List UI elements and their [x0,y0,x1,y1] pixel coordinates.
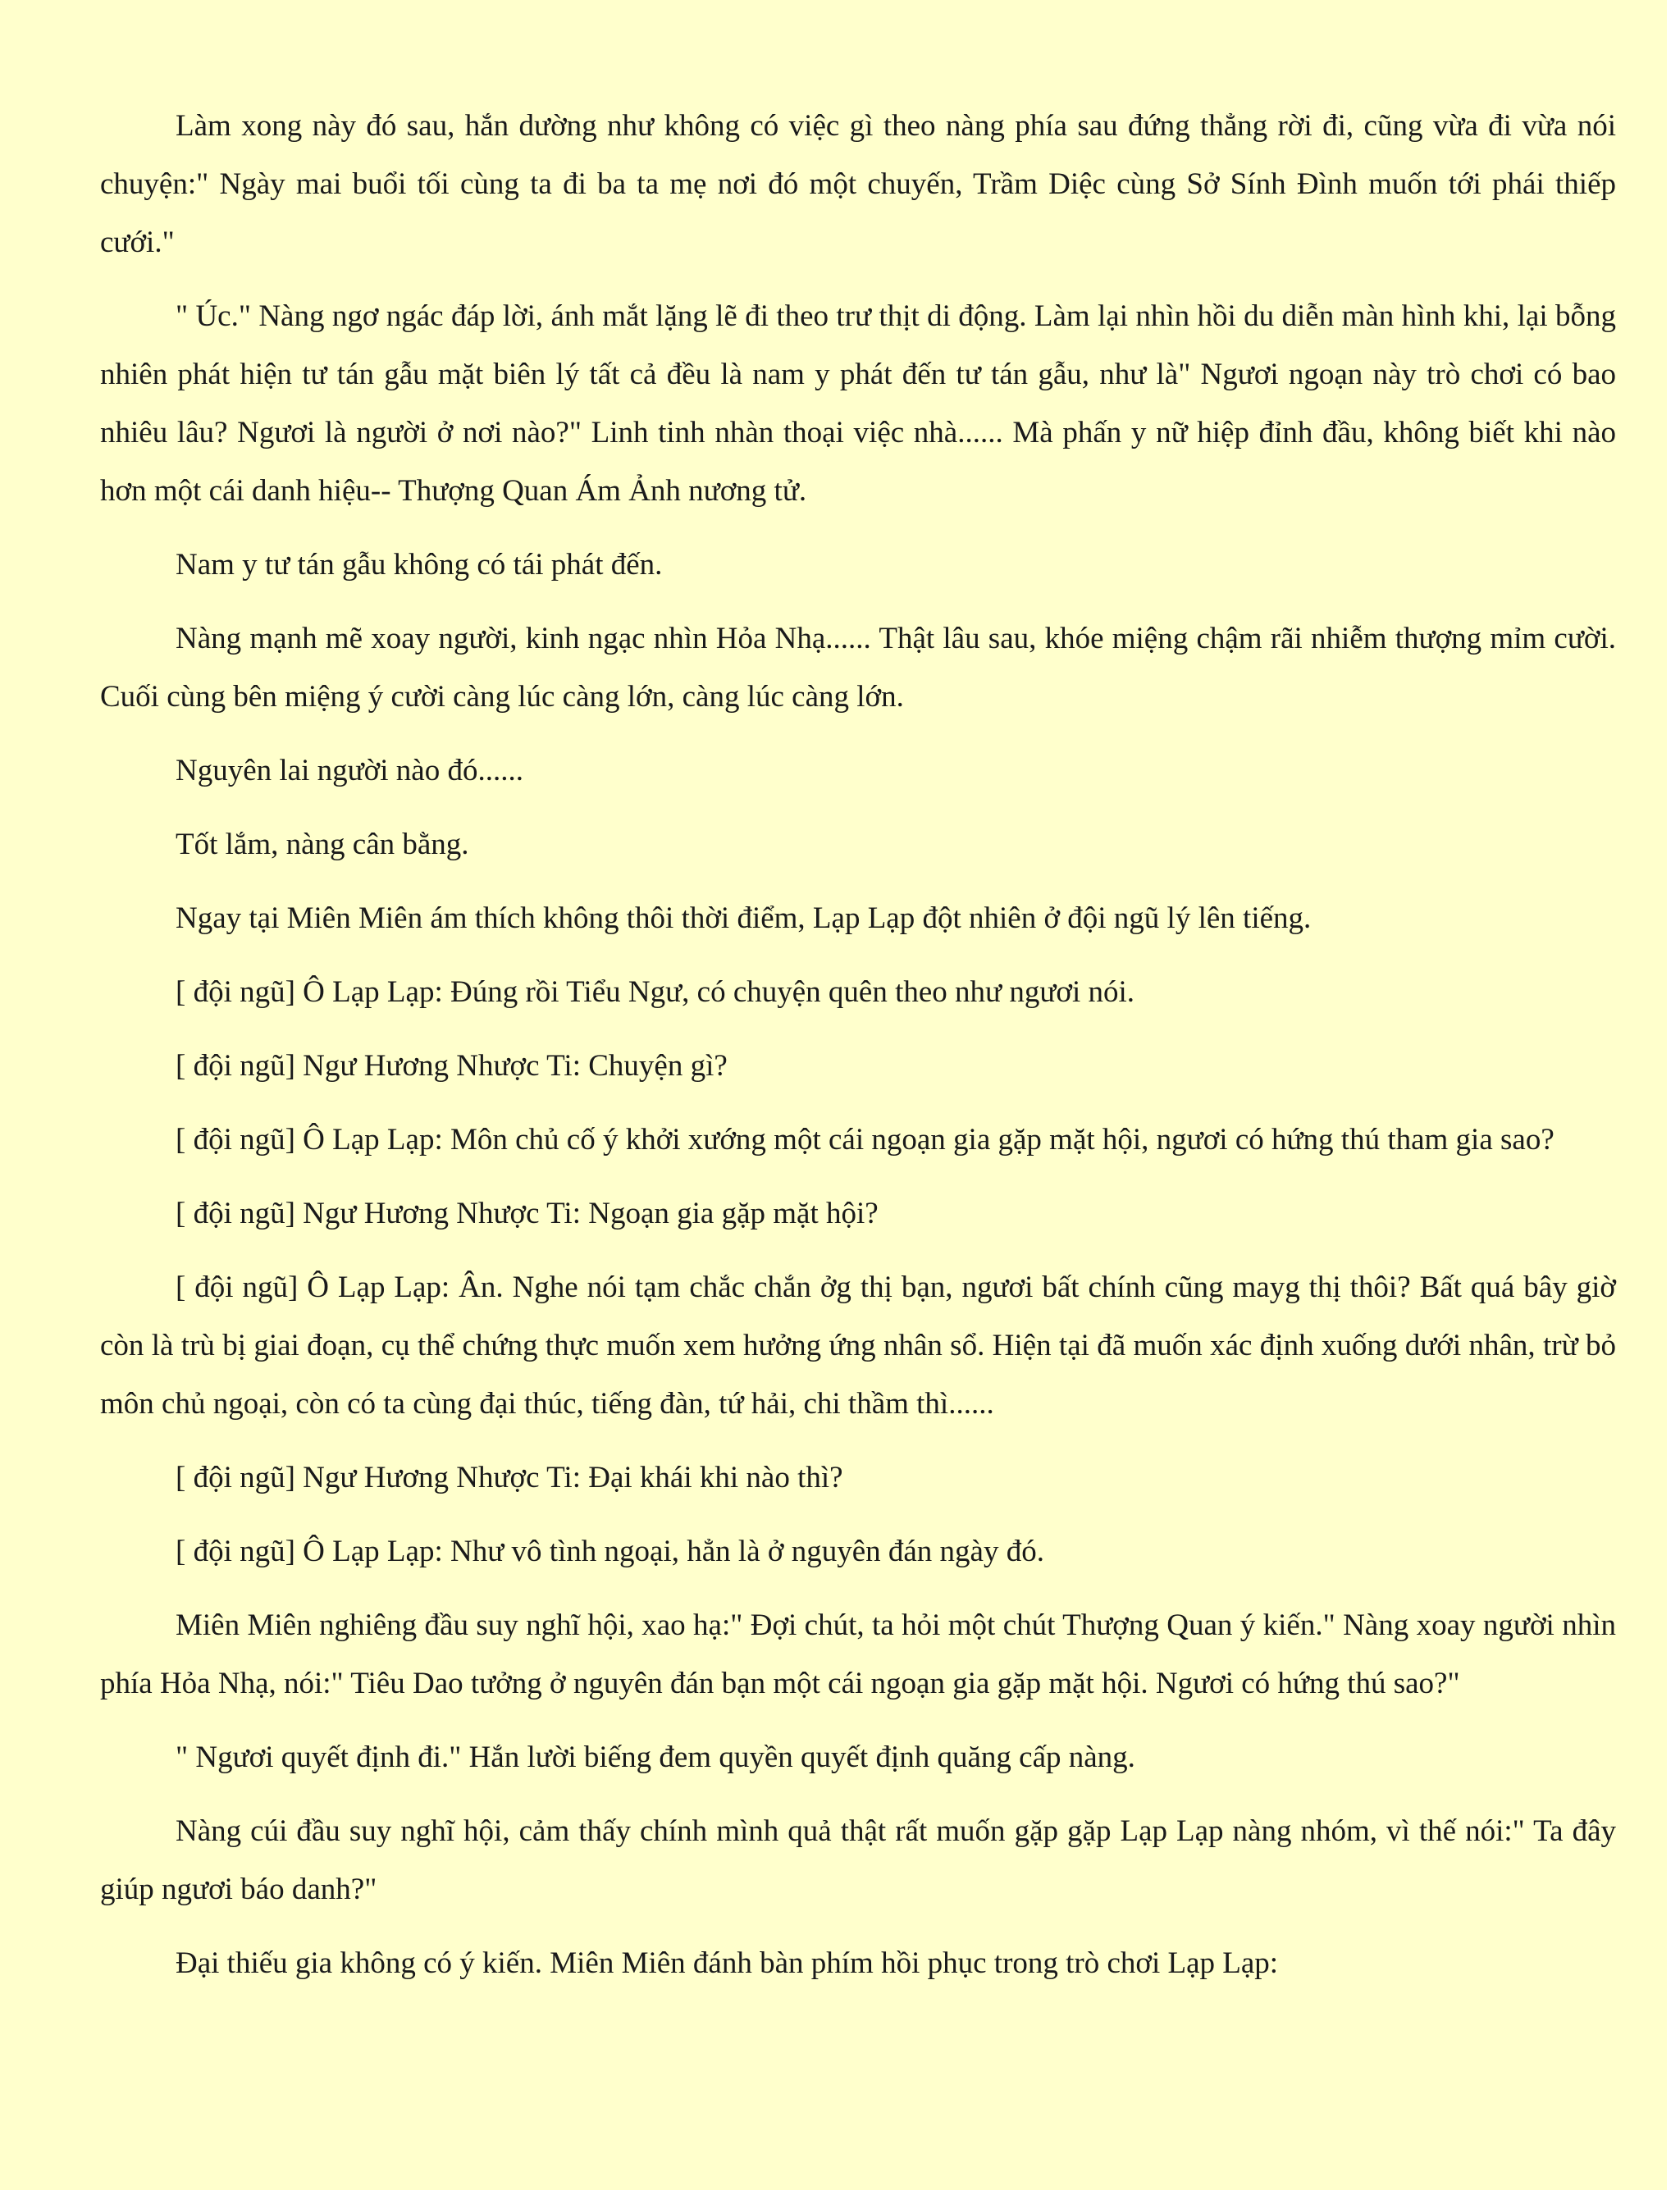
paragraph: [ đội ngũ] Ô Lạp Lạp: Đúng rồi Tiểu Ngư, có chuyện quên theo như ngươi nói. [176,975,1135,1009]
paragraph: [ đội ngũ] Ngư Hương Nhược Ti: Ngoạn gia gặp mặt hội? [176,1197,879,1230]
paragraph: Làm xong này đó sau, hắn dường như không có việc gì theo nàng phía sau đứng thẳng rời đi, cũng vừa đi vừa nói chuyện:" Ngày mai buổi tối cùng ta đi ba ta mẹ nơi đó một chuyến, Trầm Diệc cùng Sở Sính Đình muốn tới phái thiếp cưới." [100,109,1616,259]
paragraph: Nàng cúi đầu suy nghĩ hội, cảm thấy chính mình quả thật rất muốn gặp gặp Lạp Lạp nàng nhóm, vì thế nói:" Ta đây giúp ngươi báo danh?" [100,1814,1616,1906]
document-body [100,97,1616,2008]
paragraph: Đại thiếu gia không có ý kiến. Miên Miên đánh bàn phím hồi phục trong trò chơi Lạp Lạp: [176,1946,1279,1980]
paragraph: Ngay tại Miên Miên ám thích không thôi thời điểm, Lạp Lạp đột nhiên ở đội ngũ lý lên tiếng. [176,901,1312,935]
paragraph: Nàng mạnh mẽ xoay người, kinh ngạc nhìn Hỏa Nhạ...... Thật lâu sau, khóe miệng chậm rãi nhiễm thượng mỉm cười. Cuối cùng bên miệng ý cười càng lúc càng lớn, càng lúc càng lớn. [100,622,1616,714]
paragraph: [ đội ngũ] Ngư Hương Nhược Ti: Chuyện gì? [176,1049,728,1083]
paragraph: " Úc." Nàng ngơ ngác đáp lời, ánh mắt lặng lẽ đi theo trư thịt di động. Làm lại nhìn hồi du diễn màn hình khi, lại bỗng nhiên phát hiện tư tán gẫu mặt biên lý tất cả đều là nam y phát đến tư tán gẫu, như là" Ngươi ngoạn này trò chơi có bao nhiêu lâu? Ngươi là người ở nơi nào?" Linh tinh nhàn thoại việc nhà...... Mà phấn y nữ hiệp đỉnh đầu, không biết khi nào hơn một cái danh hiệu-- Thượng Quan Ám Ảnh nương tử. [100,299,1616,508]
paragraph: [ đội ngũ] Ô Lạp Lạp: Như vô tình ngoại, hẳn là ở nguyên đán ngày đó. [176,1535,1044,1568]
paragraph: " Ngươi quyết định đi." Hắn lười biếng đem quyền quyết định quăng cấp nàng. [176,1741,1135,1774]
paragraph: Nam y tư tán gẫu không có tái phát đến. [176,548,663,582]
paragraph: [ đội ngũ] Ô Lạp Lạp: Ân. Nghe nói tạm chắc chắn ởg thị bạn, ngươi bất chính cũng mayg thị thôi? Bất quá bây giờ còn là trù bị giai đoạn, cụ thể chứng thực muốn xem hưởng ứng nhân sổ. Hiện tại đã muốn xác định xuống dưới nhân, trừ bỏ môn chủ ngoại, còn có ta cùng đại thúc, tiếng đàn, tứ hải, chi thầm thì...... [100,1271,1616,1421]
paragraph: Nguyên lai người nào đó...... [176,754,523,787]
paragraph: [ đội ngũ] Ô Lạp Lạp: Môn chủ cố ý khởi xướng một cái ngoạn gia gặp mặt hội, ngươi có hứng thú tham gia sao? [176,1123,1554,1157]
paragraph: Miên Miên nghiêng đầu suy nghĩ hội, xao hạ:" Đợi chút, ta hỏi một chút Thượng Quan ý kiến." Nàng xoay người nhìn phía Hỏa Nhạ, nói:" Tiêu Dao tưởng ở nguyên đán bạn một cái ngoạn gia gặp mặt hội. Ngươi có hứng thú sao?" [100,1608,1616,1700]
paragraph: Tốt lắm, nàng cân bằng. [176,828,469,861]
paragraph: [ đội ngũ] Ngư Hương Nhược Ti: Đại khái khi nào thì? [176,1461,843,1494]
